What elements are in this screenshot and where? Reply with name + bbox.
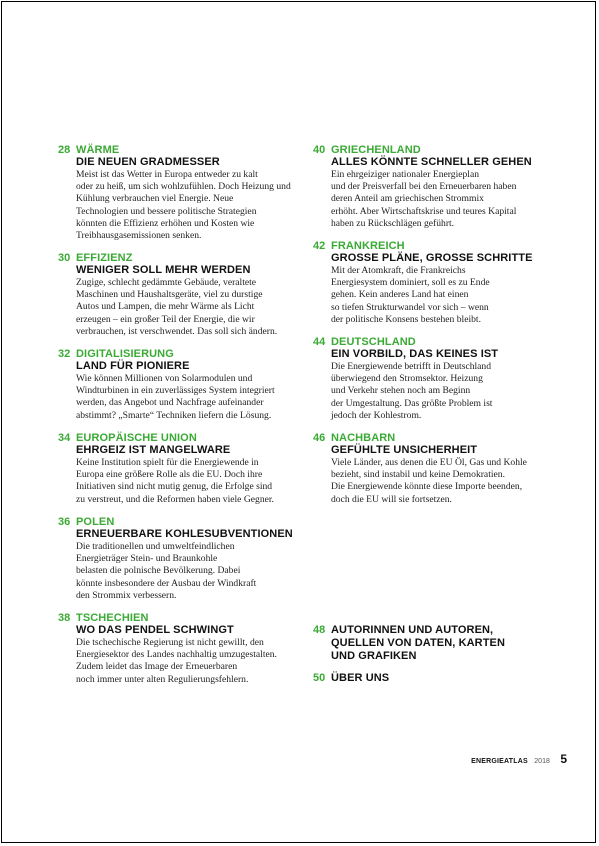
entry-description [331,169,516,230]
description-line: Zugige, schlecht gedämmte Gebäude, veraltete [76,277,257,288]
title-line: QUELLEN VON DATEN, KARTEN [331,637,506,649]
entry-description [331,265,490,326]
page-number: 50 [313,672,326,684]
page-number: 30 [58,252,71,264]
description-line: Viele Länder, aus denen die EU Öl, Gas und Kohle [331,457,527,468]
description-line: den Strommix verbessern. [76,589,177,601]
category-label: DIGITALISIERUNG [76,348,174,360]
title-line: AUTORINNEN UND AUTOREN, [331,624,494,636]
category-label: FRANKREICH [331,240,405,252]
description-line: Die tschechische Regierung ist nicht gewillt, den [76,637,264,648]
description-line: könnten die Effizienz erhöhen und Kosten wie [76,217,255,229]
description-line: Kühlung verbrauchen viel Energie. Neue [76,193,234,205]
description-line: verbrauchen, ist verschwendet. Das soll sich ändern. [76,325,278,337]
page-number: 36 [58,516,71,528]
category-label: EUROPÄISCHE UNION [76,432,197,444]
description-line: Energieträger Stein- und Braunkohle [76,553,218,565]
publication-year: 2018 [534,758,550,765]
publication-name: ENERGIEATLAS [471,758,528,765]
entry-description [76,373,275,422]
description-line: haben zu Rückschlägen geführt. [331,217,455,229]
entry-description [76,277,277,338]
folio-page-number: 5 [560,752,567,766]
description-line: Mit der Atomkraft, die Frankreichs [331,265,466,276]
description-line: Die Energiewende könnte diese Importe beenden, [331,481,523,493]
page [1,1,596,843]
category-label: POLEN [76,516,115,528]
description-line: Treibhausgasemissionen senken. [76,230,202,242]
category-label: WÄRME [76,144,120,156]
page-number: 42 [313,240,326,252]
title-line: ÜBER UNS [331,672,390,684]
description-line: erhöht. Aber Wirtschaftskrise und teures Kapital [331,205,517,217]
entry-title [331,624,505,663]
description-line: Wie können Millionen von Solarmodulen und [76,373,253,384]
entry-description [331,361,492,422]
category-label: TSCHECHIEN [76,612,149,624]
entry-title: GEFÜHLTE UNSICHERHEIT [331,444,478,456]
page-number: 40 [313,144,326,156]
description-line: erzeugen – ein großer Teil der Energie, die wir [76,313,255,325]
page-number: 32 [58,348,71,360]
description-line: oder zu heiß, um sich wohlzufühlen. Doch Heizung und [76,181,291,193]
entry-title: ERNEUERBARE KOHLESUBVENTIONEN [76,528,293,540]
description-line: belasten die polnische Bevölkerung. Dabei [76,565,241,577]
description-line: zu verstreut, und die Reformen haben viele Gegner. [76,493,274,505]
description-line: jedoch der Kohlestrom. [331,409,422,421]
description-line: bezieht, sind instabil und keine Demokratien. [331,469,505,481]
description-line: der Umgestaltung. Das größte Problem ist [331,397,493,409]
description-line: Windturbinen in ein zuverlässiges System integriert [76,385,275,397]
entry-title: LAND FÜR PIONIERE [76,360,190,372]
entry-title: DIE NEUEN GRADMESSER [76,156,220,168]
category-label: NACHBARN [331,432,396,444]
page-number: 28 [58,144,71,156]
description-line: Europa eine größere Rolle als die EU. Doch ihre [76,469,263,481]
description-line: überwiegend den Stromsektor. Heizung [331,373,483,385]
description-line: könnte insbesondere der Ausbau der Windkraft [76,577,257,589]
page-number: 46 [313,432,326,444]
entry-title: GROSSE PLÄNE, GROSSE SCHRITTE [331,252,533,264]
description-line: und der Preisverfall bei den Erneuerbaren haben [331,181,517,193]
entry-description [76,637,277,686]
entry-description [331,457,527,506]
description-line: Energiesektor des Landes nachhaltig umzugestalten. [76,649,277,661]
category-label: GRIECHENLAND [331,144,421,156]
entry-title: WENIGER SOLL MEHR WERDEN [76,264,251,276]
page-number: 38 [58,612,71,624]
title-line: UND GRAFIKEN [331,650,417,662]
description-line: werden, das Angebot und Nachfrage aufeinander [76,397,264,409]
description-line: abstimmt? „Smarte“ Techniken liefern die Lösung. [76,409,272,421]
description-line: Ein ehrgeiziger nationaler Energieplan [331,169,480,180]
page-number: 48 [313,624,326,636]
page-number: 44 [313,336,326,348]
description-line: gehen. Kein anderes Land hat einen [331,289,469,301]
description-line: Die Energiewende betrifft in Deutschland [331,361,492,372]
description-line: so tiefen Strukturwandel vor sich – wenn [331,301,489,313]
entry-description [76,541,256,602]
description-line: der politische Konsens bestehen bleibt. [331,313,482,325]
entry-title: ALLES KÖNNTE SCHNELLER GEHEN [331,156,532,168]
description-line: Die traditionellen und umweltfeindlichen [76,541,235,552]
description-line: Zudem leidet das Image der Erneuerbaren [76,661,238,673]
entry-description [76,169,291,242]
description-line: Autos und Lampen, die mehr Wärme als Licht [76,301,255,313]
description-line: Energiesystem dominiert, soll es zu Ende [331,277,490,289]
category-label: EFFIZIENZ [76,252,133,264]
description-line: Technologien und bessere politische Strategien [76,205,257,217]
entry-title: WO DAS PENDEL SCHWINGT [76,624,234,636]
category-label: DEUTSCHLAND [331,336,416,348]
page-footer [471,750,567,768]
page-number: 34 [58,432,71,444]
description-line: doch die EU will sie fortsetzen. [331,493,452,505]
description-line: Keine Institution spielt für die Energiewende in [76,457,259,468]
description-line: Maschinen und Haushaltsgeräte, viel zu durstige [76,289,263,301]
description-line: noch immer unter alten Regulierungsfehlern. [76,673,249,685]
entry-description [76,457,274,506]
description-line: Initiativen sind nicht mutig genug, die Erfolge sind [76,481,273,493]
description-line: deren Anteil am griechischen Strommix [331,193,484,205]
description-line: und Verkehr stehen noch am Beginn [331,385,471,397]
entry-title: EIN VORBILD, DAS KEINES IST [331,348,499,360]
description-line: Meist ist das Wetter in Europa entweder zu kalt [76,169,258,180]
entry-title [331,672,389,684]
entry-title: EHRGEIZ IST MANGELWARE [76,444,231,456]
